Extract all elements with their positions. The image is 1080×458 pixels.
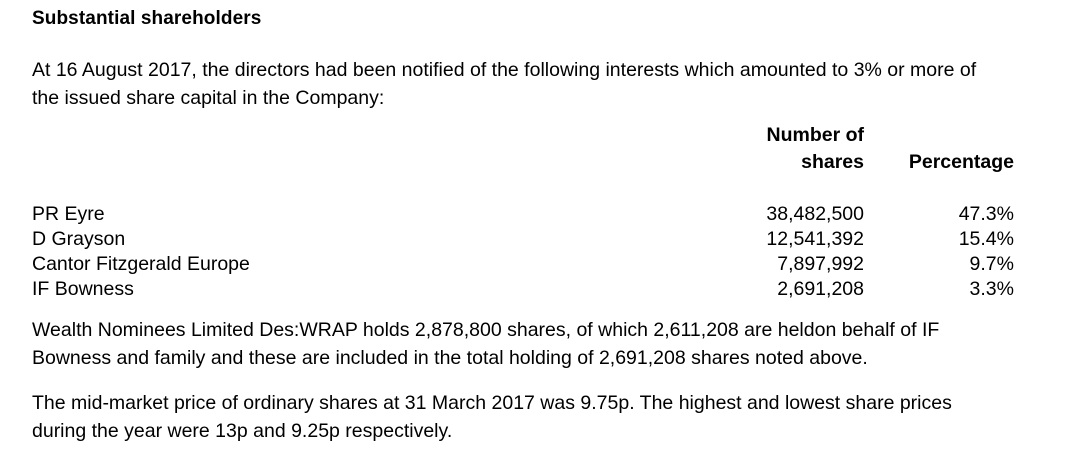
table-header-row-2 <box>32 149 1014 176</box>
page-title: Substantial shareholders <box>32 8 262 29</box>
nominees-paragraph-line-2: Bowness and family and these are included in the total holding of 2,691,208 shares noted above. <box>32 347 868 369</box>
shareholder-percentage: 3.3% <box>969 278 1014 300</box>
share-price-paragraph-line-1: The mid-market price of ordinary shares at 31 March 2017 was 9.75p. The highest and lowest share prices <box>32 392 952 414</box>
column-header-percentage: Percentage <box>908 151 1014 173</box>
column-header-shares-line1: Number of <box>766 124 864 146</box>
intro-line-1: At 16 August 2017, the directors had been notified of the following interests which amounted to 3% or more of <box>32 59 977 81</box>
nominees-paragraph <box>32 316 1072 372</box>
shareholder-name: D Grayson <box>32 228 126 250</box>
shareholder-percentage: 9.7% <box>969 253 1014 275</box>
table-row <box>32 227 1014 252</box>
shareholder-shares: 38,482,500 <box>766 203 864 225</box>
share-price-paragraph <box>32 389 1072 445</box>
shareholder-shares: 2,691,208 <box>777 278 864 300</box>
table-row <box>32 202 1014 227</box>
intro-paragraph <box>32 56 1072 112</box>
column-header-shares-line2: shares <box>801 151 864 173</box>
table-header-row-1 <box>32 122 1014 149</box>
shareholder-name: IF Bowness <box>32 278 134 300</box>
column-header-name-blank <box>32 149 632 176</box>
shareholder-percentage: 15.4% <box>958 228 1014 250</box>
intro-line-2: the issued share capital in the Company: <box>32 87 385 109</box>
share-price-paragraph-line-2: during the year were 13p and 9.25p respectively. <box>32 420 453 442</box>
shareholders-table <box>32 122 1014 302</box>
column-header-percentage-spacer <box>864 122 1014 149</box>
shareholder-shares: 7,897,992 <box>777 253 864 275</box>
shareholder-percentage: 47.3% <box>958 203 1014 225</box>
table-row <box>32 252 1014 277</box>
column-header-name <box>32 122 632 149</box>
nominees-paragraph-line-1: Wealth Nominees Limited Des:WRAP holds 2,878,800 shares, of which 2,611,208 are heldon behalf of IF <box>32 319 940 341</box>
shareholder-shares: 12,541,392 <box>766 228 864 250</box>
shareholder-name: Cantor Fitzgerald Europe <box>32 253 250 275</box>
table-spacer-row <box>32 176 1014 202</box>
shareholder-name: PR Eyre <box>32 203 105 225</box>
table-row <box>32 277 1014 302</box>
